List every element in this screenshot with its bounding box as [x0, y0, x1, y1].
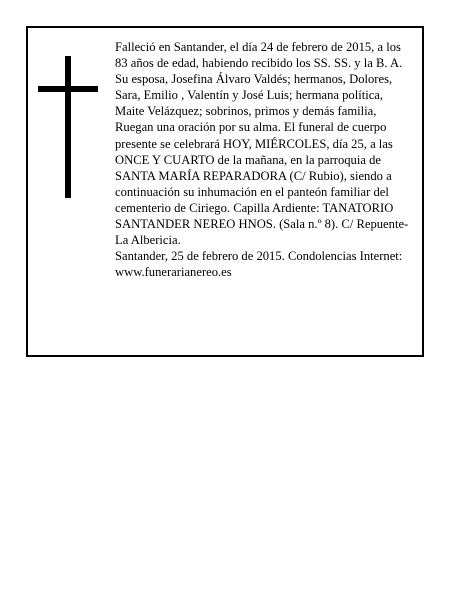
obituary-text [115, 39, 411, 280]
obituary-notice [26, 26, 424, 357]
death-announcement: Falleció en Santander, el día 24 de febrero de 2015, a los 83 años de edad, habiendo recibido los SS. SS. y la B. A. [115, 40, 403, 71]
family-list: Su esposa, Josefina Álvaro Valdés; hermanos, Dolores, Sara, Emilio , Valentín y José Luis; hermana política, Maite Velázquez; sobrinos, primos y demás familia, [115, 72, 393, 119]
cross-icon [38, 56, 98, 198]
date-and-condolences: Santander, 25 de febrero de 2015. Condolencias Internet: www.funerarianereo.es [115, 249, 403, 280]
cross-horizontal-bar [38, 86, 98, 92]
cross-vertical-bar [65, 56, 71, 198]
funeral-details: Ruegan una oración por su alma. El funeral de cuerpo presente se celebrará HOY, MIÉRCOLES, día 25, a las ONCE Y CUARTO de la mañana, en la parroquia de SANTA MARÍA REPARADORA (C/ Rubio), siendo a continuación su inhumación en el panteón familiar del cementerio de Ciriego. Capilla Ardiente: TANATORIO SANTANDER NEREO HNOS. (Sala n.º 8). C/ Repuente-La Albericia. [115, 120, 409, 248]
